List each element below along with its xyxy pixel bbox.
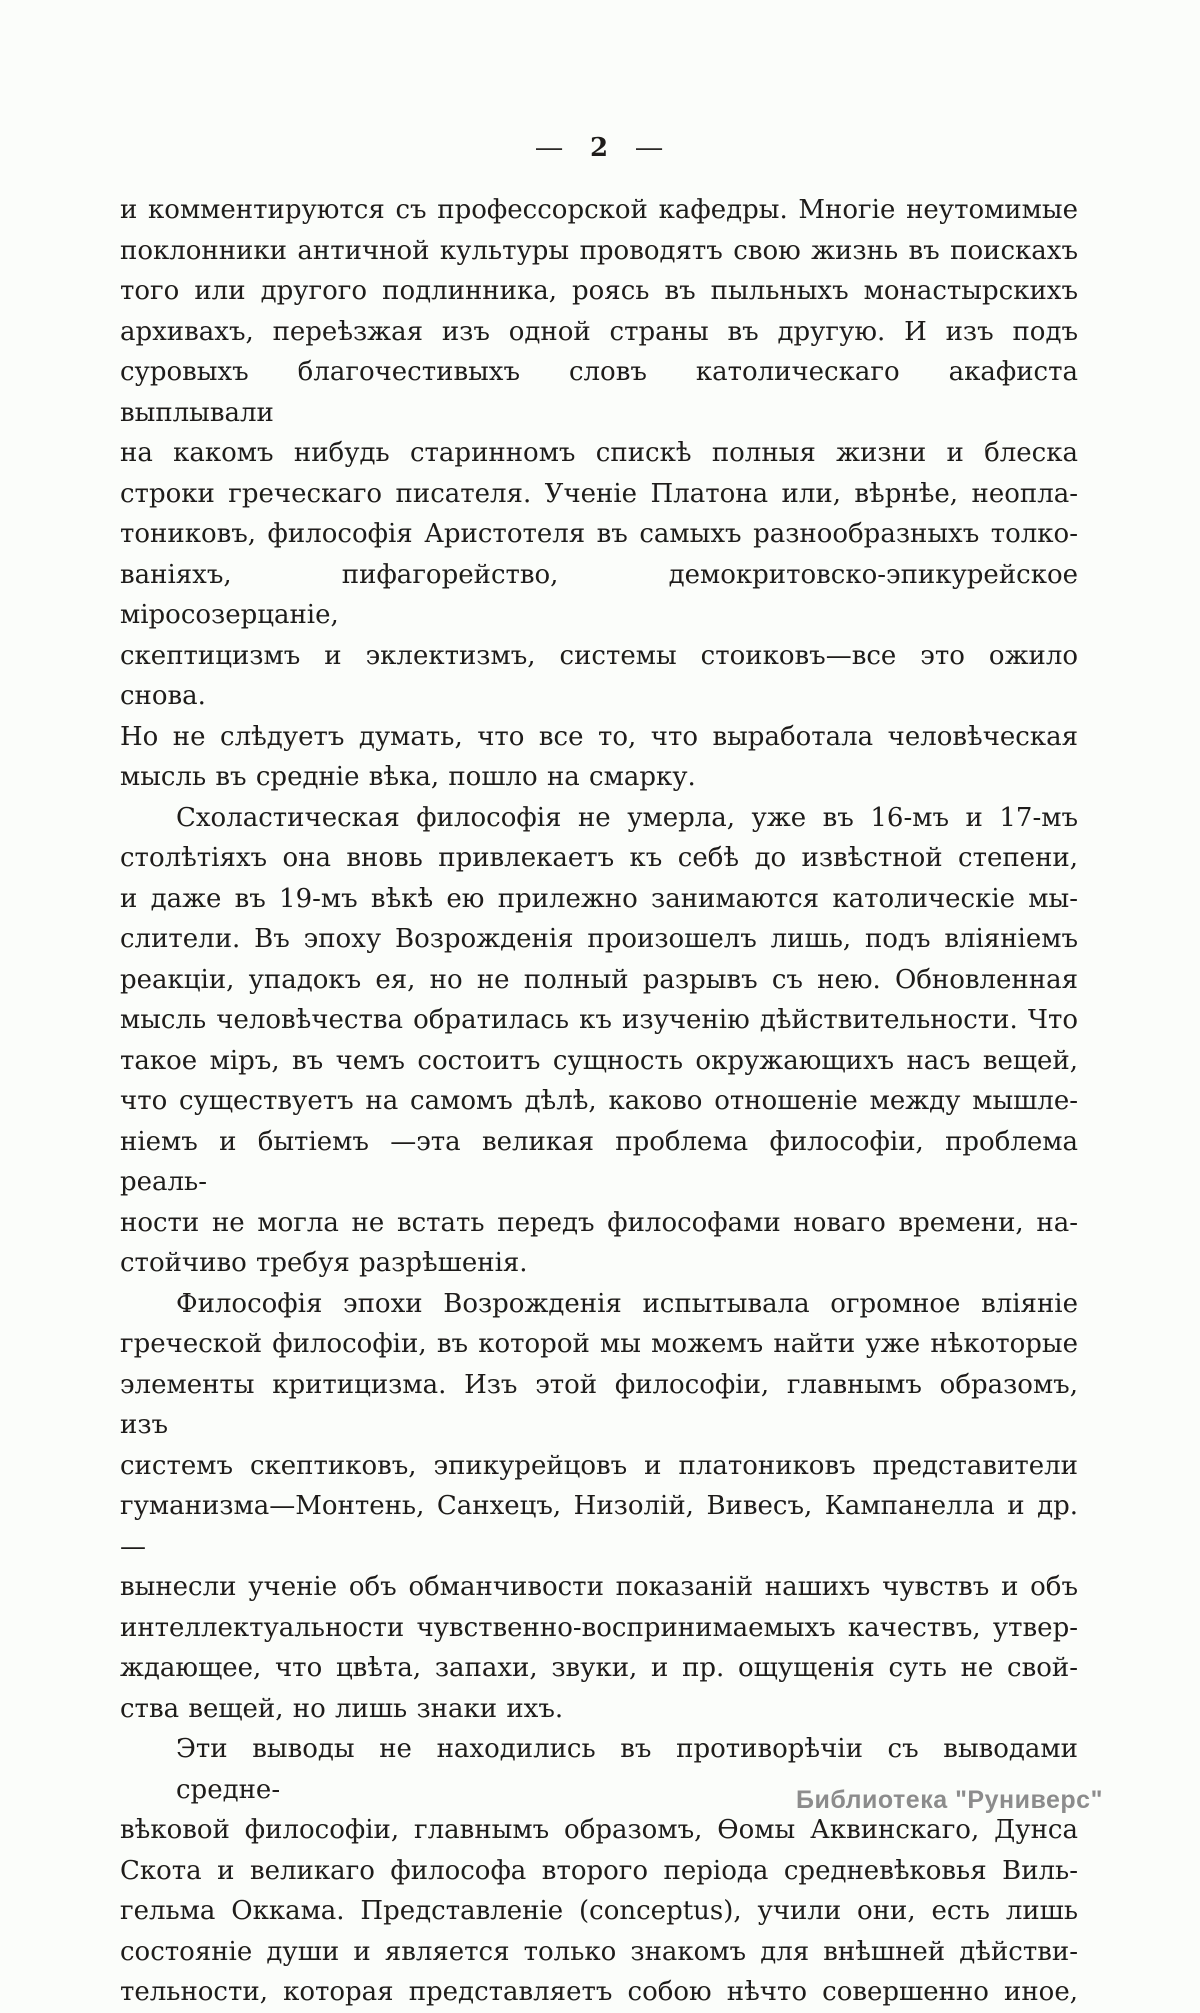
text-line: такое міръ, въ чемъ состоитъ сущность окружающихъ насъ вещей, <box>120 1045 1078 1076</box>
text-line: архивахъ, переѣзжая изъ одной страны въ другую. И изъ подъ <box>120 316 1078 347</box>
text-line: гуманизма—Монтень, Санхецъ, Низолій, Вивесъ, Кампанелла и др.— <box>120 1491 1078 1562</box>
header-dash-right: — <box>634 133 664 163</box>
paragraph <box>120 1284 1078 1730</box>
text-line: ности не могла не встать передъ философами новаго времени, на- <box>120 1207 1078 1238</box>
paragraph <box>120 190 1078 798</box>
text-line: вынесли ученіе объ обманчивости показаній нашихъ чувствъ и объ <box>120 1572 1078 1602</box>
text-line: и комментируются съ профессорской кафедры. Многіе неутомимые <box>120 195 1078 225</box>
paragraph <box>120 798 1078 1284</box>
text-line: на какомъ нибудь старинномъ спискѣ полныя жизни и блеска <box>120 438 1078 468</box>
text-line: Философія эпохи Возрожденія испытывала огромное вліяніе <box>176 1288 1078 1319</box>
paragraph <box>120 1729 1078 2013</box>
text-line: мысль въ средніе вѣка, пошло на смарку. <box>120 762 696 792</box>
text-line: греческой философіи, въ которой мы можемъ найти уже нѣкоторые <box>120 1329 1078 1359</box>
text-line: тельности, которая представляетъ собою нѣчто совершенно иное, <box>120 1977 1078 2007</box>
header-dash-left: — <box>534 133 564 163</box>
text-line: того или другого подлинника, роясь въ пыльныхъ монастырскихъ <box>120 276 1078 306</box>
text-line: состояніе души и является только знакомъ для внѣшней дѣйстви- <box>120 1936 1078 1967</box>
text-line: и даже въ 19-мъ вѣкѣ ею прилежно занимаются католическіе мы- <box>120 883 1078 914</box>
text-line: системъ скептиковъ, эпикурейцовъ и платониковъ представители <box>120 1450 1078 1481</box>
text-line: интеллектуальности чувственно-воспринимаемыхъ качествъ, утвер- <box>120 1612 1078 1643</box>
text-line: гельма Оккама. Представленіе (conceptus), учили они, есть лишь <box>120 1896 1078 1926</box>
text-block <box>120 190 1078 2013</box>
text-line: ваніяхъ, пифагорейство, демокритовско-эпикурейское міросозерцаніе, <box>120 559 1078 630</box>
text-line: элементы критицизма. Изъ этой философіи, главнымъ образомъ, изъ <box>120 1369 1078 1440</box>
text-line: Эти выводы не находились въ противорѣчіи съ выводами средне- <box>176 1734 1078 1805</box>
text-line: ніемъ и бытіемъ —эта великая проблема философіи, проблема реаль- <box>120 1126 1078 1197</box>
text-line: что существуетъ на самомъ дѣлѣ, каково отношеніе между мышле- <box>120 1086 1078 1116</box>
text-line: вѣковой философіи, главнымъ образомъ, Ѳомы Аквинскаго, Дунса <box>120 1815 1078 1845</box>
text-line: поклонники античной культуры проводятъ свою жизнь въ поискахъ <box>120 235 1078 266</box>
text-line: ства вещей, но лишь знаки ихъ. <box>120 1693 564 1724</box>
text-line: Схоластическая философія не умерла, уже въ 16-мъ и 17-мъ <box>176 802 1078 833</box>
text-line: Скота и великаго философа второго періода средневѣковья Виль- <box>120 1855 1078 1886</box>
text-line: строки греческаго писателя. Ученіе Платона или, вѣрнѣе, неопла- <box>120 478 1078 509</box>
text-line: столѣтіяхъ она вновь привлекаетъ къ себѣ до извѣстной степени, <box>120 843 1078 873</box>
text-line: слители. Въ эпоху Возрожденія произошелъ лишь, подъ вліяніемъ <box>120 924 1078 954</box>
page-header <box>120 133 1078 163</box>
text-line: скептицизмъ и эклектизмъ, системы стоиковъ—все это ожило снова. <box>120 640 1078 711</box>
text-line: мысль человѣчества обратилась къ изученію дѣйствительности. Что <box>120 1005 1078 1035</box>
text-line: Но не слѣдуетъ думать, что все то, что выработала человѣческая <box>120 721 1078 752</box>
text-line: суровыхъ благочестивыхъ словъ католическаго акафиста выплывали <box>120 357 1078 428</box>
text-line: ждающее, что цвѣта, запахи, звуки, и пр. ощущенія суть не свой- <box>120 1653 1078 1683</box>
text-line: тониковъ, философія Аристотеля въ самыхъ разнообразныхъ толко- <box>120 519 1078 549</box>
page-number: 2 <box>589 133 609 163</box>
text-line: стойчиво требуя разрѣшенія. <box>120 1248 528 1278</box>
library-watermark: Библиотека "Руниверс" <box>796 1786 1103 1814</box>
text-line: реакціи, упадокъ ея, но не полный разрывъ съ нею. Обновленная <box>120 964 1078 995</box>
